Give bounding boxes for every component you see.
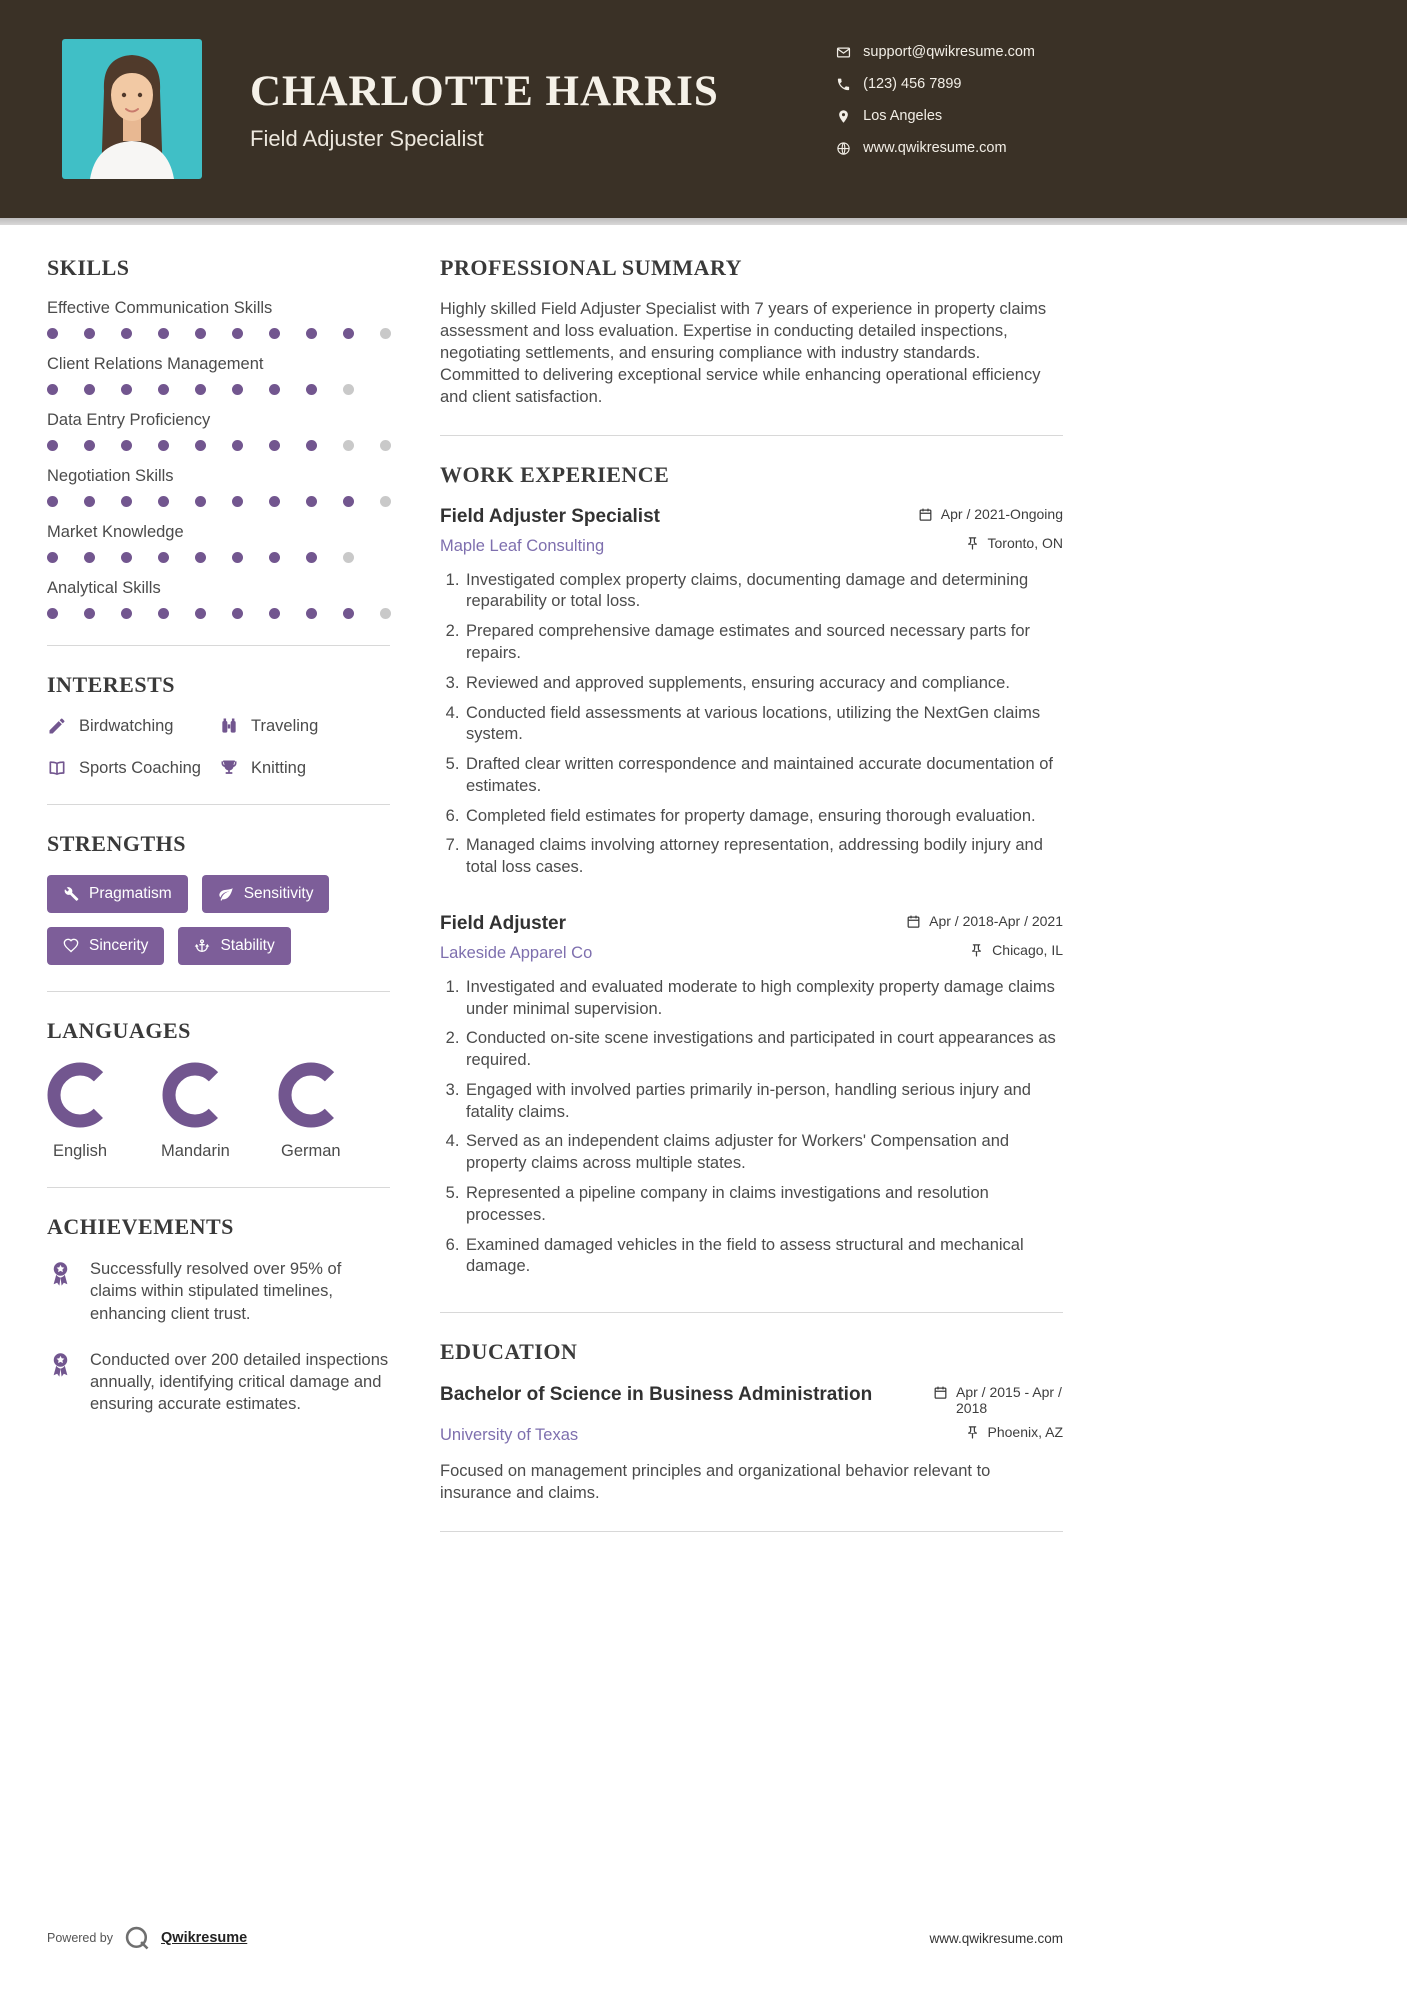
- skill-dot: [47, 384, 58, 395]
- skill-dot: [158, 496, 169, 507]
- experience-section: [440, 462, 1063, 1278]
- left-column: [47, 255, 390, 1558]
- header-identity: [250, 67, 719, 152]
- section-divider: [47, 645, 390, 646]
- language-label: Mandarin: [161, 1142, 230, 1160]
- education-location-text: Phoenix, AZ: [987, 1424, 1063, 1441]
- location-icon: [836, 109, 851, 124]
- candidate-title: Field Adjuster Specialist: [250, 125, 484, 151]
- skills-heading: SKILLS: [47, 255, 130, 280]
- job-location: [965, 535, 1063, 551]
- skill-rating: [47, 552, 390, 563]
- job-bullet: 2. Prepared comprehensive damage estimates and sourced necessary parts for repairs.: [464, 621, 1063, 665]
- job-sub: [440, 942, 1063, 963]
- education-text: Focused on management principles and organizational behavior relevant to insurance and claims.: [440, 1462, 991, 1502]
- job-bullet: 2. Conducted on-site scene investigations and participated in court appearances as required.: [464, 1028, 1063, 1072]
- language-item: [47, 1062, 113, 1161]
- skill-dot: [232, 384, 243, 395]
- job-bullet: 7. Managed claims involving attorney representation, addressing bodily injury and total loss cases.: [464, 835, 1063, 879]
- company-link[interactable]: Lakeside Apparel Co: [440, 943, 593, 962]
- heart-icon: [63, 938, 79, 954]
- skill-dot: [380, 440, 391, 451]
- job-entry: [440, 913, 1063, 1278]
- skill-dot: [195, 552, 206, 563]
- skill-dot: [158, 384, 169, 395]
- languages-section: [47, 1018, 390, 1161]
- skill-rating: [47, 328, 390, 339]
- skill-name: Analytical Skills: [47, 579, 161, 597]
- section-divider: [47, 804, 390, 805]
- skill-rating: [47, 608, 390, 619]
- header-divider: [0, 218, 1407, 225]
- calendar-icon: [906, 914, 921, 929]
- job-bullet: 5. Drafted clear written correspondence and maintained accurate documentation of estimates.: [464, 754, 1063, 798]
- education-dates-text: Apr / 2015 - Apr / 2018: [956, 1384, 1062, 1417]
- contact-list: [836, 44, 1035, 172]
- contact-location-text: Los Angeles: [863, 108, 943, 124]
- summary-heading: PROFESSIONAL SUMMARY: [440, 255, 742, 280]
- language-item: [278, 1062, 344, 1161]
- skill-dot: [269, 608, 280, 619]
- skill-dot: [269, 496, 280, 507]
- achievement-text: Conducted over 200 detailed inspections annually, identifying critical damage and ensuring accurate estimates.: [90, 1350, 389, 1414]
- skill-dot: [232, 552, 243, 563]
- section-divider: [47, 991, 390, 992]
- skill-dot: [195, 496, 206, 507]
- section-divider: [440, 1531, 1063, 1532]
- strengths-section: [47, 831, 390, 965]
- skill-dot: [380, 496, 391, 507]
- skill-dot: [47, 608, 58, 619]
- skill-dot: [343, 328, 354, 339]
- strength-badge: [47, 927, 164, 965]
- skill-dot: [47, 552, 58, 563]
- skill-item: [47, 523, 390, 563]
- skill-name: Market Knowledge: [47, 523, 184, 541]
- binoculars-icon: [219, 716, 239, 736]
- strength-badge: [202, 875, 330, 913]
- experience-heading: WORK EXPERIENCE: [440, 461, 670, 487]
- email-icon: [836, 45, 851, 60]
- language-arc: [278, 1062, 344, 1128]
- job-dates: [918, 506, 1063, 522]
- skill-name: Data Entry Proficiency: [47, 411, 211, 429]
- calendar-icon: [933, 1385, 948, 1400]
- skill-dot: [269, 552, 280, 563]
- skill-dot: [47, 328, 58, 339]
- interest-label: Birdwatching: [79, 716, 174, 735]
- skill-dot: [269, 328, 280, 339]
- skill-name: Negotiation Skills: [47, 467, 174, 485]
- job-bullets: [440, 977, 1063, 1278]
- skill-dot: [232, 328, 243, 339]
- right-column: [440, 255, 1063, 1558]
- skill-dot: [121, 496, 132, 507]
- phone-icon: [836, 77, 851, 92]
- contact-location: [836, 108, 1035, 124]
- leaf-icon: [218, 886, 234, 902]
- school-link[interactable]: University of Texas: [440, 1426, 579, 1445]
- qwikresume-logo-icon: [123, 1924, 151, 1952]
- skill-dot: [306, 328, 317, 339]
- skill-dot: [306, 384, 317, 395]
- contact-website-text: www.qwikresume.com: [863, 140, 1007, 156]
- skill-name: Effective Communication Skills: [47, 299, 273, 317]
- education-head: [440, 1383, 1063, 1416]
- skill-dot: [84, 384, 95, 395]
- skill-dot: [306, 440, 317, 451]
- section-divider: [47, 1187, 390, 1188]
- job-head: [440, 913, 1063, 935]
- skill-dot: [84, 552, 95, 563]
- skill-dot: [306, 552, 317, 563]
- job-bullets: [440, 570, 1063, 879]
- skill-rating: [47, 440, 390, 451]
- book-icon: [47, 758, 67, 778]
- skill-dot: [121, 440, 132, 451]
- interest-label: Sports Coaching: [79, 758, 201, 777]
- strength-badge: [178, 927, 290, 965]
- job-entry: [440, 506, 1063, 879]
- skill-dot: [121, 608, 132, 619]
- strengths-heading: STRENGTHS: [47, 831, 186, 856]
- summary-section: [440, 255, 1063, 409]
- education-heading: EDUCATION: [440, 1339, 578, 1365]
- skill-item: [47, 299, 390, 339]
- achievements-section: [47, 1214, 390, 1416]
- pushpin-icon: [965, 1425, 980, 1440]
- skills-section: [47, 255, 390, 619]
- summary-text: Highly skilled Field Adjuster Specialist with 7 years of experience in property claims assessment and loss evaluation. Expertise in conducting detailed inspections, negotiating settlements, and ensuring compliance with industry standards. Committed to delivering exceptional service while enhancing operational efficiency and client satisfaction.: [440, 300, 1047, 406]
- achievement-item: [47, 1258, 390, 1325]
- language-label: German: [280, 1142, 341, 1160]
- interest-item: [219, 758, 390, 778]
- skill-rating: [47, 496, 390, 507]
- anchor-icon: [194, 938, 210, 954]
- skill-dot: [306, 496, 317, 507]
- skill-dot: [232, 608, 243, 619]
- language-label: English: [52, 1142, 108, 1160]
- job-bullet: 6. Completed field estimates for property damage, ensuring thorough evaluation.: [464, 806, 1063, 828]
- pushpin-icon: [969, 943, 984, 958]
- languages-list: [47, 1062, 390, 1161]
- strength-label: Stability: [220, 937, 275, 954]
- contact-website[interactable]: [836, 140, 1035, 156]
- degree-title: Bachelor of Science in Business Administration: [440, 1384, 873, 1406]
- skill-dot: [232, 440, 243, 451]
- company-link[interactable]: Maple Leaf Consulting: [440, 536, 605, 555]
- strength-badge: [47, 875, 188, 913]
- interests-grid: [47, 716, 390, 778]
- section-divider: [440, 1312, 1063, 1313]
- interests-section: [47, 672, 390, 778]
- contact-phone[interactable]: [836, 76, 1035, 92]
- skill-item: [47, 579, 390, 619]
- education-dates: [933, 1384, 1063, 1416]
- medal-icon: [47, 1260, 74, 1287]
- skill-dot: [343, 608, 354, 619]
- section-divider: [440, 435, 1063, 436]
- achievement-text: Successfully resolved over 95% of claims within stipulated timelines, enhancing client trust.: [90, 1260, 342, 1323]
- skill-dot: [121, 384, 132, 395]
- skill-dot: [47, 440, 58, 451]
- skill-rating: [47, 384, 390, 395]
- education-section: [440, 1339, 1063, 1505]
- language-item: [161, 1062, 230, 1161]
- job-bullet: 4. Served as an independent claims adjuster for Workers' Compensation and property claims across multiple states.: [464, 1131, 1063, 1175]
- pushpin-icon: [965, 536, 980, 551]
- interest-label: Knitting: [251, 758, 307, 777]
- strength-label: Sensitivity: [243, 885, 314, 902]
- language-arc: [162, 1062, 228, 1128]
- skill-name: Client Relations Management: [47, 355, 264, 373]
- skill-dot: [195, 608, 206, 619]
- language-arc: [47, 1062, 113, 1128]
- footer: [47, 1924, 1063, 1952]
- skill-dot: [269, 384, 280, 395]
- job-location-text: Chicago, IL: [992, 941, 1063, 958]
- skill-dot: [195, 440, 206, 451]
- skill-dot: [343, 552, 354, 563]
- job-dates-text: Apr / 2021-Ongoing: [940, 505, 1063, 522]
- brand-link[interactable]: Qwikresume: [161, 1930, 248, 1946]
- job-location-text: Toronto, ON: [987, 534, 1063, 551]
- skill-dot: [343, 440, 354, 451]
- wrench-icon: [63, 886, 79, 902]
- medal-icon: [47, 1351, 74, 1378]
- skill-item: [47, 355, 390, 395]
- job-title: Field Adjuster: [440, 912, 566, 934]
- contact-email-text: support@qwikresume.com: [863, 44, 1035, 60]
- skill-dot: [269, 440, 280, 451]
- interest-item: [47, 758, 219, 778]
- footer-site-link[interactable]: www.qwikresume.com: [929, 1930, 1063, 1946]
- pen-icon: [47, 716, 67, 736]
- skill-dot: [121, 328, 132, 339]
- skill-dot: [232, 496, 243, 507]
- job-bullet: 4. Conducted field assessments at various locations, utilizing the NextGen claims system.: [464, 703, 1063, 747]
- trophy-icon: [219, 758, 239, 778]
- education-sub: [440, 1424, 1063, 1445]
- powered-by: [47, 1924, 247, 1952]
- skill-dot: [47, 496, 58, 507]
- strengths-badges: [47, 875, 390, 965]
- job-bullet: 5. Represented a pipeline company in claims investigations and resolution processes.: [464, 1183, 1063, 1227]
- calendar-icon: [918, 507, 933, 522]
- skill-dot: [84, 608, 95, 619]
- job-bullet: 1. Investigated and evaluated moderate to high complexity property damage claims under minimal supervision.: [464, 977, 1063, 1021]
- strength-label: Sincerity: [89, 937, 149, 954]
- job-bullet: 3. Engaged with involved parties primarily in-person, handling serious injury and fatality claims.: [464, 1080, 1063, 1124]
- skill-dot: [343, 496, 354, 507]
- interests-heading: INTERESTS: [47, 672, 176, 697]
- skill-dot: [380, 328, 391, 339]
- job-dates-text: Apr / 2018-Apr / 2021: [929, 912, 1063, 929]
- candidate-name: CHARLOTTE HARRIS: [250, 67, 719, 115]
- job-title: Field Adjuster Specialist: [440, 505, 660, 527]
- skill-dot: [343, 384, 354, 395]
- job-location: [969, 942, 1063, 958]
- skill-dot: [158, 328, 169, 339]
- content: [47, 225, 1063, 1558]
- skill-dot: [84, 496, 95, 507]
- achievement-item: [47, 1349, 390, 1416]
- profile-photo: [62, 39, 202, 179]
- skill-dot: [195, 384, 206, 395]
- job-head: [440, 506, 1063, 528]
- powered-by-label: Powered by: [47, 1931, 114, 1945]
- skill-item: [47, 467, 390, 507]
- languages-heading: LANGUAGES: [47, 1018, 191, 1043]
- achievements-heading: ACHIEVEMENTS: [47, 1214, 234, 1239]
- job-sub: [440, 535, 1063, 556]
- globe-icon: [836, 141, 851, 156]
- skill-dot: [121, 552, 132, 563]
- avatar: [62, 39, 202, 179]
- strength-label: Pragmatism: [89, 885, 172, 902]
- skill-dot: [380, 608, 391, 619]
- job-bullet: 6. Examined damaged vehicles in the field to assess structural and mechanical damage.: [464, 1235, 1063, 1279]
- job-dates: [906, 913, 1063, 929]
- header: [0, 0, 1407, 218]
- education-location: [965, 1424, 1064, 1440]
- interest-item: [47, 716, 219, 736]
- job-bullet: 1. Investigated complex property claims, documenting damage and determining reparability or total loss.: [464, 570, 1063, 614]
- skill-dot: [84, 328, 95, 339]
- skill-dot: [158, 552, 169, 563]
- skill-dot: [306, 608, 317, 619]
- contact-phone-text: (123) 456 7899: [863, 76, 962, 92]
- interest-item: [219, 716, 390, 736]
- skill-item: [47, 411, 390, 451]
- contact-email[interactable]: [836, 44, 1035, 60]
- skill-dot: [158, 440, 169, 451]
- skill-dot: [195, 328, 206, 339]
- interest-label: Traveling: [251, 716, 319, 735]
- skill-dot: [84, 440, 95, 451]
- skill-dot: [158, 608, 169, 619]
- job-bullet: 3. Reviewed and approved supplements, ensuring accuracy and compliance.: [464, 673, 1063, 695]
